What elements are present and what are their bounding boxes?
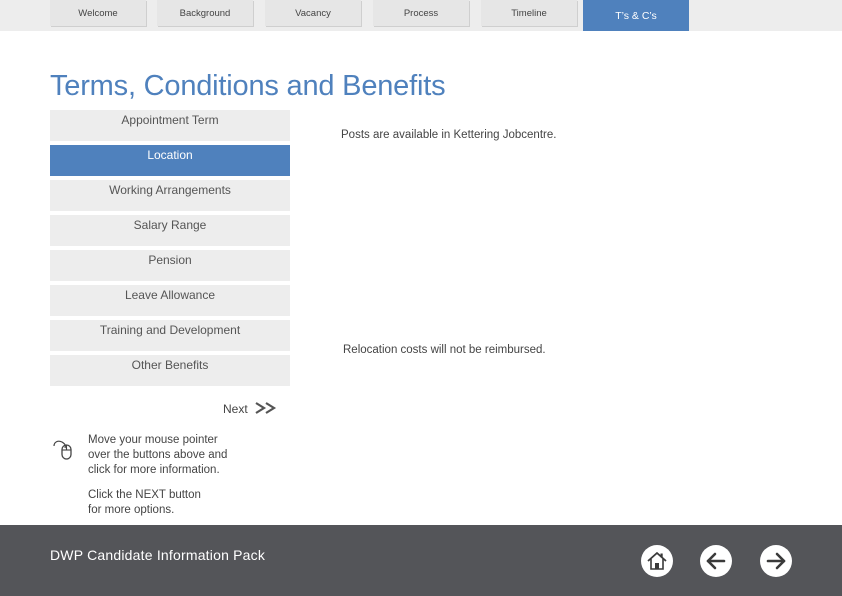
tab-terms-and-conditions[interactable]: T’s & C’s <box>583 0 689 31</box>
tab-process[interactable]: Process <box>373 0 469 26</box>
mouse-hint-text: Move your mouse pointer over the buttons above and click for more information. <box>88 434 228 476</box>
menu-item-appointment-term[interactable]: Appointment Term <box>50 110 290 142</box>
menu-item-other-benefits[interactable]: Other Benefits <box>50 355 290 387</box>
relocation-text: Relocation costs will not be reimbursed. <box>343 344 546 356</box>
menu-item-pension[interactable]: Pension <box>50 250 290 282</box>
location-text: Posts are available in Kettering Jobcentre. <box>341 129 557 141</box>
top-navigation-bar <box>0 0 842 31</box>
forward-arrow-icon[interactable] <box>759 544 793 578</box>
menu-item-salary-range[interactable]: Salary Range <box>50 215 290 247</box>
menu-item-leave-allowance[interactable]: Leave Allowance <box>50 285 290 317</box>
page-title: Terms, Conditions and Benefits <box>50 70 446 102</box>
tab-timeline[interactable]: Timeline <box>481 0 577 26</box>
mouse-icon <box>52 436 78 462</box>
footer <box>0 525 842 596</box>
tab-background[interactable]: Background <box>157 0 253 26</box>
tab-vacancy[interactable]: Vacancy <box>265 0 361 26</box>
home-icon[interactable] <box>640 544 674 578</box>
menu-item-location[interactable]: Location <box>50 145 290 177</box>
footer-title: DWP Candidate Information Pack <box>50 547 266 563</box>
tab-welcome[interactable]: Welcome <box>50 0 146 26</box>
double-chevron-right-icon[interactable] <box>254 401 278 415</box>
menu-item-working-arrangements[interactable]: Working Arrangements <box>50 180 290 212</box>
back-arrow-icon[interactable] <box>699 544 733 578</box>
menu-item-training-and-development[interactable]: Training and Development <box>50 320 290 352</box>
next-hint-text: Click the NEXT button for more options. <box>88 489 201 516</box>
next-link[interactable]: Next <box>223 402 248 416</box>
